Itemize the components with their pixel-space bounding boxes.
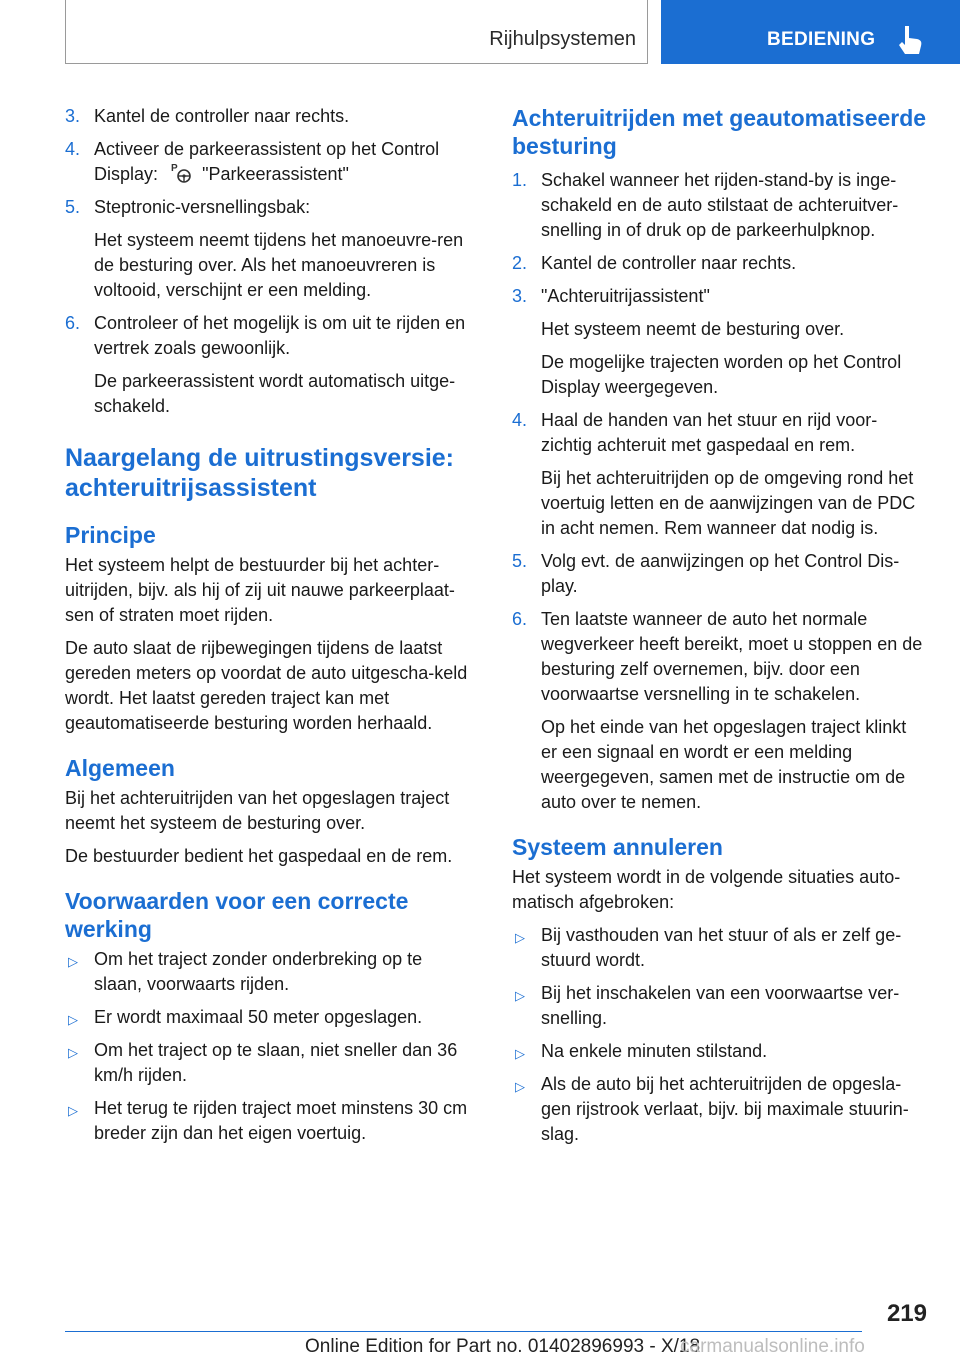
triangle-bullet-icon: ▷ — [68, 1103, 78, 1118]
bullet-text: Na enkele minuten stilstand. — [541, 1041, 768, 1061]
triangle-bullet-icon: ▷ — [68, 954, 78, 969]
step-number: 5. — [65, 197, 81, 217]
step-text: Kantel de controller naar rechts. — [94, 106, 350, 126]
footer-divider — [65, 1331, 862, 1332]
step-text: Bij het achteruitrijden op de omgeving rond het voertuig letten en de aanwijzingen van de PDC in acht nemen. Rem wanneer dat nodig is. — [541, 468, 916, 538]
list-item — [512, 1039, 927, 1064]
step-text: Volg evt. de aanwijzingen op het Control Dis-play. — [541, 551, 900, 596]
bullet-text: Bij het inschakelen van een voorwaartse ver-snelling. — [541, 983, 900, 1028]
step-6 — [65, 311, 475, 419]
bullet-text: Om het traject zonder onderbreking op te slaan, voorwaarts rijden. — [94, 949, 423, 994]
triangle-bullet-icon: ▷ — [515, 1079, 525, 1094]
step-number: 4. — [65, 139, 81, 159]
step-text: Kantel de controller naar rechts. — [541, 253, 797, 273]
step-4-prefix: Activeer de parkeerassistent op het Control Display: — [94, 139, 440, 184]
step-text: Steptronic-versnellingsbak: — [94, 197, 311, 217]
step-text: Op het einde van het opgeslagen traject klinkt er een signaal en wordt er een melding weergegeven, samen met de instructie om de auto over te nemen. — [541, 717, 907, 812]
step-text: Schakel wanneer het rijden-stand-by is inge-schakeld en de auto stilstaat de achteruitver-snelling in of druk op de parkeerhulpknop. — [541, 170, 899, 240]
step-text — [94, 137, 475, 187]
paragraph: De bestuurder bedient het gaspedaal en de rem. — [65, 846, 453, 866]
triangle-bullet-icon: ▷ — [68, 1045, 78, 1060]
subheading-principe: Principe — [65, 522, 156, 548]
step-text: Het systeem neemt de besturing over. — [541, 319, 845, 339]
step-5 — [512, 549, 927, 599]
list-item — [512, 923, 927, 973]
list-item — [65, 1005, 475, 1030]
pointing-hand-icon — [895, 24, 925, 56]
parking-assist-icon — [171, 162, 193, 184]
step-number: 6. — [65, 313, 81, 333]
step-3 — [512, 284, 927, 400]
watermark: carmanualsonline.info — [680, 1336, 865, 1357]
step-1 — [512, 168, 927, 243]
step-number: 5. — [512, 551, 528, 571]
bullet-text: Als de auto bij het achteruitrijden de opgesla-gen rijstrook verlaat, bijv. bij maximale stuurin-slag. — [541, 1074, 909, 1144]
step-2 — [512, 251, 927, 276]
list-item — [65, 1096, 475, 1146]
list-item — [65, 947, 475, 997]
paragraph: Het systeem wordt in de volgende situaties auto-matisch afgebroken: — [512, 867, 901, 912]
step-text: Haal de handen van het stuur en rijd voor-zichtig achteruit met gaspedaal en rem. — [541, 410, 878, 455]
triangle-bullet-icon: ▷ — [515, 930, 525, 945]
list-item — [512, 1072, 927, 1147]
step-5 — [65, 195, 475, 303]
step-3 — [65, 104, 475, 129]
step-text: De parkeerassistent wordt automatisch uitge-schakeld. — [94, 371, 456, 416]
left-column — [65, 104, 475, 1154]
bullet-text: Bij vasthouden van het stuur of als er zelf ge-stuurd wordt. — [541, 925, 902, 970]
header-chapter-label: BEDIENING — [767, 29, 876, 50]
header-section-title: Rijhulpsystemen — [489, 28, 636, 50]
step-4 — [512, 408, 927, 541]
subheading-systeem-annuleren: Systeem annuleren — [512, 834, 723, 860]
step-number: 6. — [512, 609, 528, 629]
step-4-suffix: "Parkeerassistent" — [202, 164, 349, 184]
svg-text:P: P — [171, 163, 178, 174]
step-6 — [512, 607, 927, 815]
list-item — [512, 981, 927, 1031]
subheading-algemeen: Algemeen — [65, 755, 175, 781]
step-text: Ten laatste wanneer de auto het normale wegverkeer heeft bereikt, moet u stoppen en de besturing zelf overnemen, bijv. door een voorwaartse versnelling in te schakelen. — [541, 609, 923, 704]
page-number: 219 — [886, 1300, 927, 1327]
triangle-bullet-icon: ▷ — [68, 1012, 78, 1027]
step-text: Controleer of het mogelijk is om uit te rijden en vertrek zoals gewoonlijk. — [94, 313, 466, 358]
triangle-bullet-icon: ▷ — [515, 1046, 525, 1061]
step-text: De mogelijke trajecten worden op het Control Display weergegeven. — [541, 352, 902, 397]
header-chapter-tab[interactable] — [661, 0, 960, 64]
step-number: 1. — [512, 170, 528, 190]
bullet-text: Het terug te rijden traject moet minstens 30 cm breder zijn dan het eigen voertuig. — [94, 1098, 468, 1143]
list-item — [65, 1038, 475, 1088]
bullet-text: Om het traject op te slaan, niet sneller dan 36 km/h rijden. — [94, 1040, 458, 1085]
footer-edition: Online Edition for Part no. 01402896993 - X/18 — [305, 1336, 701, 1357]
step-text: Het systeem neemt tijdens het manoeuvre-ren de besturing over. Als het manoeuvreren is voltooid, verschijnt er een melding. — [94, 230, 464, 300]
step-number: 2. — [512, 253, 528, 273]
paragraph: Het systeem helpt de bestuurder bij het achter-uitrijden, bijv. als hij of zij uit nauwe parkeerplaat-sen of straten moet rijden. — [65, 555, 455, 625]
step-text: "Achteruitrijassistent" — [541, 286, 710, 306]
paragraph: De auto slaat de rijbewegingen tijdens de laatst gereden meters op voordat de auto uitgescha-keld wordt. Het laatst gereden traject kan met geautomatiseerde besturing worden herhaald. — [65, 638, 468, 733]
section-heading-achteruitrijsassistent: Naargelang de uitrustingsversie: achteruitrijsassistent — [65, 444, 455, 502]
right-column — [512, 104, 927, 1155]
paragraph: Bij het achteruitrijden van het opgeslagen traject neemt het systeem de besturing over. — [65, 788, 450, 833]
subheading-voorwaarden: Voorwaarden voor een correcte werking — [65, 888, 409, 942]
step-4 — [65, 137, 475, 187]
bullet-text: Er wordt maximaal 50 meter opgeslagen. — [94, 1007, 423, 1027]
step-number: 3. — [512, 286, 528, 306]
step-number: 3. — [65, 106, 81, 126]
triangle-bullet-icon: ▷ — [515, 988, 525, 1003]
step-number: 4. — [512, 410, 528, 430]
subheading-achteruitrijden: Achteruitrijden met geautomatiseerde besturing — [512, 105, 927, 159]
